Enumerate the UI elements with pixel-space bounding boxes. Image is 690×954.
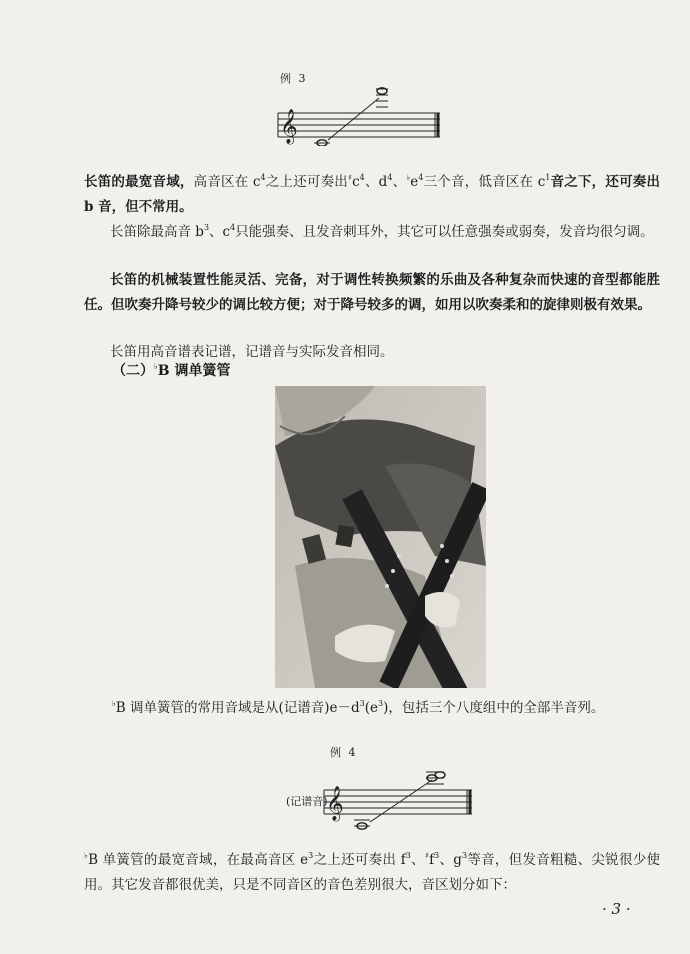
clarinet-photo-image <box>275 386 486 688</box>
flute-dynamics-paragraph: 长笛除最高音 $b^3$、$c^4$只能强奏、且发音刺耳外，其它可以任意强奏或弱奏，发音均很匀调。 <box>110 223 654 240</box>
svg-text:𝄞: 𝄞 <box>280 109 298 144</box>
example-3-staff <box>276 86 446 146</box>
section-heading: （二）♭B 调单簧管 <box>112 361 231 379</box>
example-4-label: 例 4 <box>330 746 358 759</box>
flute-notation-paragraph: 长笛用高音谱表记谱，记谱音与实际发音相同。 <box>110 344 394 360</box>
example-3-label: 例 3 <box>280 72 308 85</box>
svg-text:𝄞: 𝄞 <box>326 786 344 821</box>
clarinet-extreme-range-paragraph: ♭B 单簧管的最宽音域，在最高音区 $e^3$之上还可奏出 $f^3$、$^♯f^3$、$g^3$等音，但发音粗糙、尖锐很少使用。其它发音都很优美，只是不同音区的音色差别很大，音区划分如下： <box>84 851 661 893</box>
page-number: · 3 · <box>602 900 631 918</box>
clarinet-players-photo <box>275 386 486 688</box>
example-4-staff <box>322 766 477 830</box>
flute-mechanism-paragraph: 长笛的机械装置性能灵活、完备，对于调性转换频繁的乐曲及各种复杂而快速的音型都能胜任。但吹奏升降号较少的调比较方便；对于降号较多的调，如用以吹奏柔和的旋律则极有效果。 <box>84 272 661 313</box>
flute-range-paragraph: 长笛的最宽音域，高音区在 $c^4$之上还可奏出$^♯c^4$、$d^4$、$^♭e^4$三个音，低音区在 $c^1$音之下，还可奏出 b 音，但不常用。 <box>84 173 660 215</box>
clarinet-range-paragraph: ♭B 调单簧管的常用音域是从(记谱音)$e-d^3(e^3)$，包括三个八度组中的全部半音列。 <box>112 699 605 716</box>
written-pitch-label: (记谱音) <box>286 795 328 808</box>
